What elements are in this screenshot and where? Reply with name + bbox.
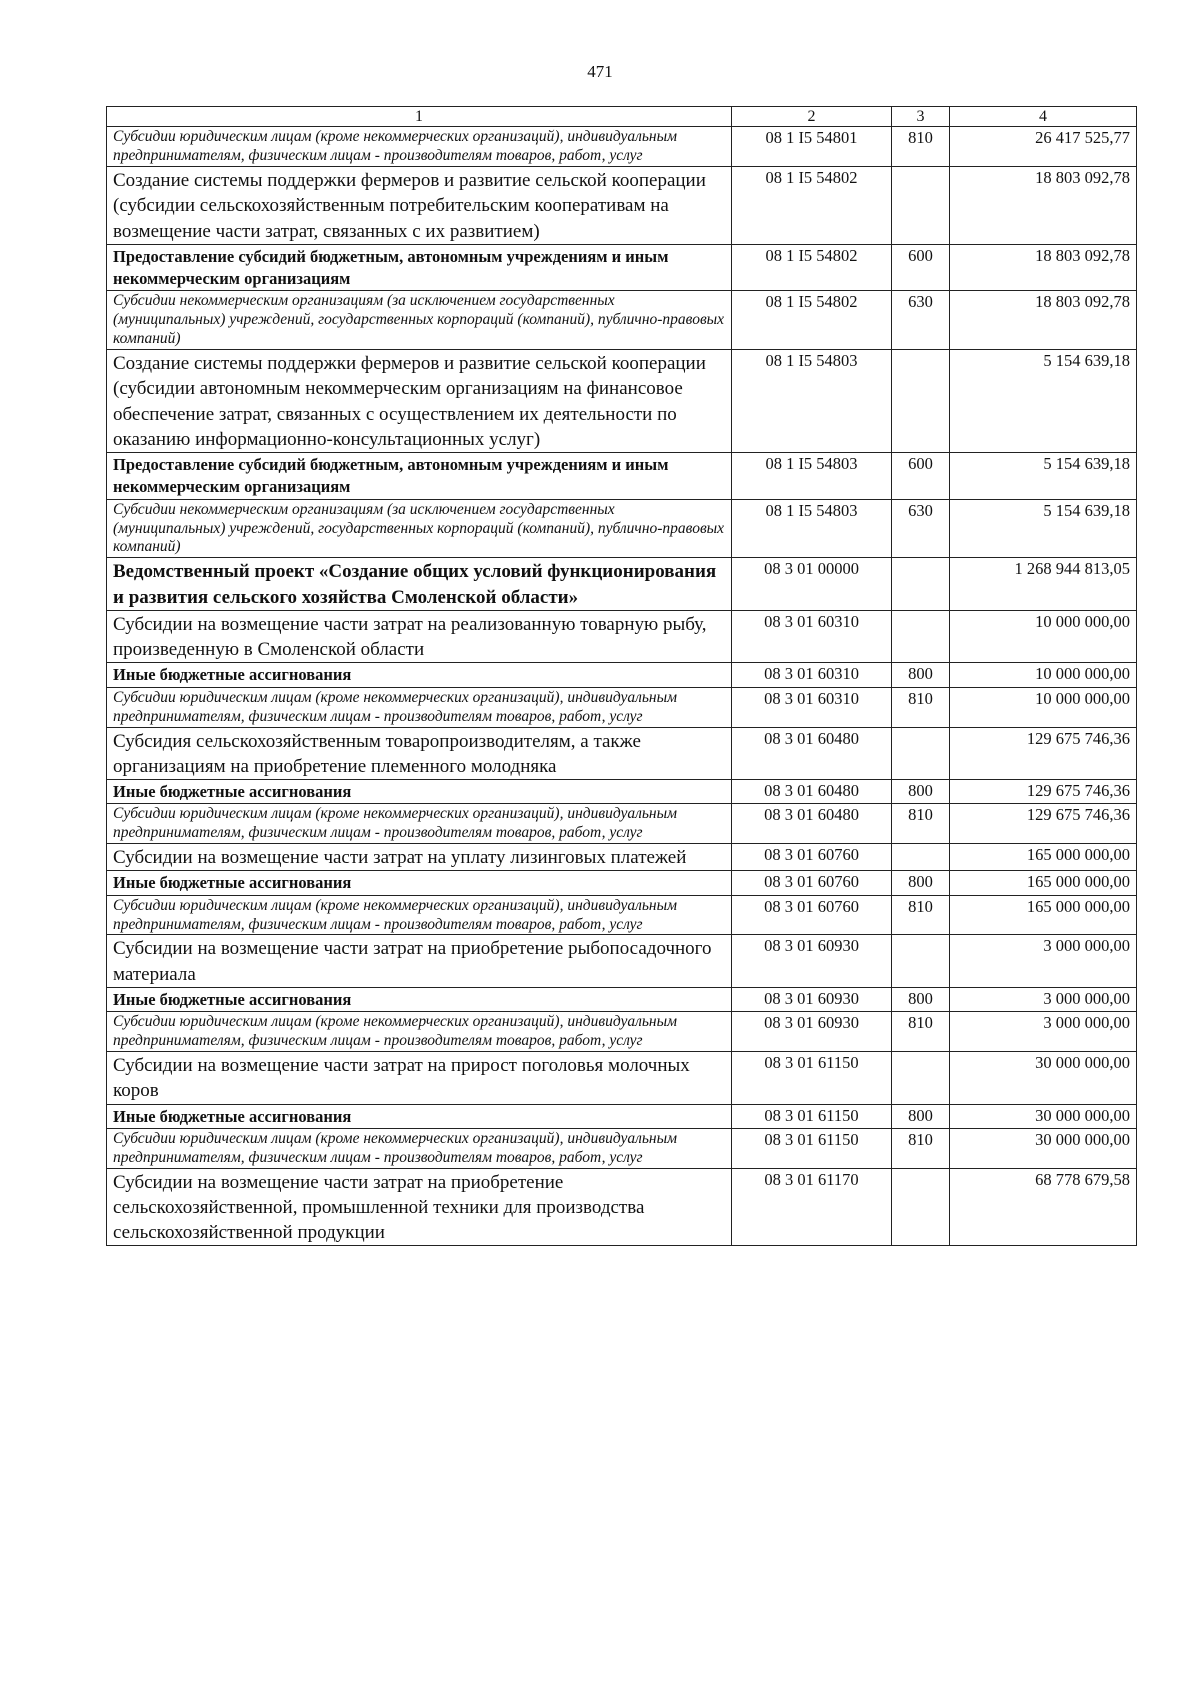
row-code-cell: 08 3 01 60310 [732,610,892,663]
row-code-cell: 08 3 01 61150 [732,1128,892,1168]
row-amount-cell: 68 778 679,58 [950,1168,1137,1246]
row-amount-cell: 30 000 000,00 [950,1104,1137,1128]
row-code-cell: 08 3 01 61150 [732,1052,892,1105]
row-code-cell: 08 3 01 60760 [732,844,892,871]
table-row [107,499,1137,558]
row-expense-type-cell: 810 [892,1128,950,1168]
row-code-cell: 08 3 01 00000 [732,558,892,611]
row-name-cell: Субсидии юридическим лицам (кроме некоммерческих организаций), индивидуальным предпринимателям, физическим лицам - производителям товаров, работ, услуг [107,804,732,844]
row-expense-type-cell: 810 [892,1012,950,1052]
row-name-cell: Субсидии юридическим лицам (кроме некоммерческих организаций), индивидуальным предпринимателям, физическим лицам - производителям товаров, работ, услуг [107,1128,732,1168]
row-name-cell: Субсидии на возмещение части затрат на прирост поголовья молочных коров [107,1052,732,1105]
row-code-cell: 08 3 01 60310 [732,663,892,687]
page-number: 471 [587,62,613,81]
row-expense-type-cell: 810 [892,127,950,167]
table-row [107,1168,1137,1246]
row-expense-type-cell [892,1052,950,1105]
row-name-cell: Субсидии юридическим лицам (кроме некоммерческих организаций), индивидуальным предпринимателям, физическим лицам - производителям товаров, работ, услуг [107,1012,732,1052]
table-row [107,1052,1137,1105]
table-header [107,107,1137,127]
table-row [107,1128,1137,1168]
row-name-cell: Субсидии юридическим лицам (кроме некоммерческих организаций), индивидуальным предпринимателям, физическим лицам - производителям товаров, работ, услуг [107,895,732,935]
table-row [107,844,1137,871]
row-name-cell: Субсидии на возмещение части затрат на реализованную товарную рыбу, произведенную в Смоленской области [107,610,732,663]
table-row [107,895,1137,935]
row-name-cell: Субсидии некоммерческим организациям (за исключением государственных (муниципальных) учреждений, государственных корпораций (компаний), публично-правовых компаний) [107,499,732,558]
row-expense-type-cell: 600 [892,244,950,291]
row-name-cell: Иные бюджетные ассигнования [107,780,732,804]
table-row [107,291,1137,350]
row-expense-type-cell [892,350,950,453]
header-col-4: 4 [950,107,1137,127]
row-amount-cell: 3 000 000,00 [950,935,1137,988]
row-expense-type-cell: 810 [892,895,950,935]
row-expense-type-cell: 630 [892,499,950,558]
table-row [107,453,1137,500]
table-row [107,804,1137,844]
row-name-cell: Субсидии на возмещение части затрат на приобретение рыбопосадочного материала [107,935,732,988]
row-amount-cell: 30 000 000,00 [950,1128,1137,1168]
row-amount-cell: 165 000 000,00 [950,871,1137,895]
row-expense-type-cell [892,167,950,245]
table-row [107,244,1137,291]
row-code-cell: 08 3 01 60480 [732,804,892,844]
row-name-cell: Предоставление субсидий бюджетным, автономным учреждениям и иным некоммерческим организациям [107,453,732,500]
row-expense-type-cell [892,1168,950,1246]
row-code-cell: 08 3 01 60480 [732,727,892,780]
table-row [107,1104,1137,1128]
row-name-cell: Иные бюджетные ассигнования [107,871,732,895]
row-name-cell: Иные бюджетные ассигнования [107,663,732,687]
table-row [107,558,1137,611]
header-row [107,107,1137,127]
row-code-cell: 08 1 I5 54802 [732,291,892,350]
row-expense-type-cell: 800 [892,780,950,804]
row-expense-type-cell [892,727,950,780]
row-code-cell: 08 3 01 61150 [732,1104,892,1128]
budget-table [106,106,1137,1246]
row-code-cell: 08 3 01 61170 [732,1168,892,1246]
row-code-cell: 08 1 I5 54803 [732,499,892,558]
header-col-2: 2 [732,107,892,127]
row-expense-type-cell: 800 [892,871,950,895]
row-expense-type-cell [892,844,950,871]
row-amount-cell: 1 268 944 813,05 [950,558,1137,611]
row-expense-type-cell: 800 [892,1104,950,1128]
row-code-cell: 08 1 I5 54801 [732,127,892,167]
row-name-cell: Субсидии на возмещение части затрат на приобретение сельскохозяйственной, промышленной техники для производства сельскохозяйственной продукции [107,1168,732,1246]
row-amount-cell: 18 803 092,78 [950,244,1137,291]
row-name-cell: Предоставление субсидий бюджетным, автономным учреждениям и иным некоммерческим организациям [107,244,732,291]
row-name-cell: Субсидии юридическим лицам (кроме некоммерческих организаций), индивидуальным предпринимателям, физическим лицам - производителям товаров, работ, услуг [107,127,732,167]
table-row [107,127,1137,167]
row-code-cell: 08 3 01 60310 [732,687,892,727]
header-col-3: 3 [892,107,950,127]
row-code-cell: 08 3 01 60480 [732,780,892,804]
row-amount-cell: 26 417 525,77 [950,127,1137,167]
row-name-cell: Субсидии на возмещение части затрат на уплату лизинговых платежей [107,844,732,871]
table-row [107,987,1137,1011]
table-row [107,1012,1137,1052]
row-amount-cell: 3 000 000,00 [950,987,1137,1011]
row-amount-cell: 165 000 000,00 [950,895,1137,935]
row-name-cell: Создание системы поддержки фермеров и развитие сельской кооперации (субсидии автономным некоммерческим организациям на финансовое обеспечение затрат, связанных с осуществлением их деятельности по оказанию информационно-консультационных услуг) [107,350,732,453]
table-row [107,167,1137,245]
table-row [107,663,1137,687]
row-amount-cell: 10 000 000,00 [950,663,1137,687]
row-expense-type-cell: 630 [892,291,950,350]
table-row [107,727,1137,780]
row-code-cell: 08 3 01 60930 [732,1012,892,1052]
table-row [107,871,1137,895]
row-amount-cell: 5 154 639,18 [950,453,1137,500]
row-amount-cell: 5 154 639,18 [950,499,1137,558]
header-col-1: 1 [107,107,732,127]
row-amount-cell: 30 000 000,00 [950,1052,1137,1105]
row-amount-cell: 3 000 000,00 [950,1012,1137,1052]
row-expense-type-cell: 810 [892,687,950,727]
row-amount-cell: 129 675 746,36 [950,780,1137,804]
row-amount-cell: 10 000 000,00 [950,610,1137,663]
row-expense-type-cell: 600 [892,453,950,500]
table-row [107,687,1137,727]
row-expense-type-cell: 810 [892,804,950,844]
row-code-cell: 08 1 I5 54803 [732,350,892,453]
row-code-cell: 08 1 I5 54803 [732,453,892,500]
row-name-cell: Создание системы поддержки фермеров и развитие сельской кооперации (субсидии сельскохозяйственным потребительским кооперативам на возмещение части затрат, связанных с их развитием) [107,167,732,245]
row-amount-cell: 129 675 746,36 [950,727,1137,780]
row-code-cell: 08 3 01 60930 [732,987,892,1011]
row-name-cell: Субсидии некоммерческим организациям (за исключением государственных (муниципальных) учреждений, государственных корпораций (компаний), публично-правовых компаний) [107,291,732,350]
row-amount-cell: 129 675 746,36 [950,804,1137,844]
row-code-cell: 08 3 01 60760 [732,895,892,935]
row-expense-type-cell [892,610,950,663]
row-code-cell: 08 1 I5 54802 [732,244,892,291]
row-amount-cell: 5 154 639,18 [950,350,1137,453]
table-row [107,610,1137,663]
row-code-cell: 08 3 01 60760 [732,871,892,895]
row-amount-cell: 18 803 092,78 [950,291,1137,350]
row-name-cell: Субсидии юридическим лицам (кроме некоммерческих организаций), индивидуальным предпринимателям, физическим лицам - производителям товаров, работ, услуг [107,687,732,727]
row-name-cell: Иные бюджетные ассигнования [107,987,732,1011]
row-code-cell: 08 3 01 60930 [732,935,892,988]
row-expense-type-cell [892,558,950,611]
row-amount-cell: 18 803 092,78 [950,167,1137,245]
row-amount-cell: 10 000 000,00 [950,687,1137,727]
row-expense-type-cell: 800 [892,663,950,687]
table-row [107,935,1137,988]
row-name-cell: Субсидия сельскохозяйственным товаропроизводителям, а также организациям на приобретение племенного молодняка [107,727,732,780]
row-expense-type-cell [892,935,950,988]
row-expense-type-cell: 800 [892,987,950,1011]
row-name-cell: Иные бюджетные ассигнования [107,1104,732,1128]
row-amount-cell: 165 000 000,00 [950,844,1137,871]
table-body [107,127,1137,1246]
table-row [107,350,1137,453]
table-row [107,780,1137,804]
row-name-cell: Ведомственный проект «Создание общих условий функционирования и развития сельского хозяйства Смоленской области» [107,558,732,611]
row-code-cell: 08 1 I5 54802 [732,167,892,245]
